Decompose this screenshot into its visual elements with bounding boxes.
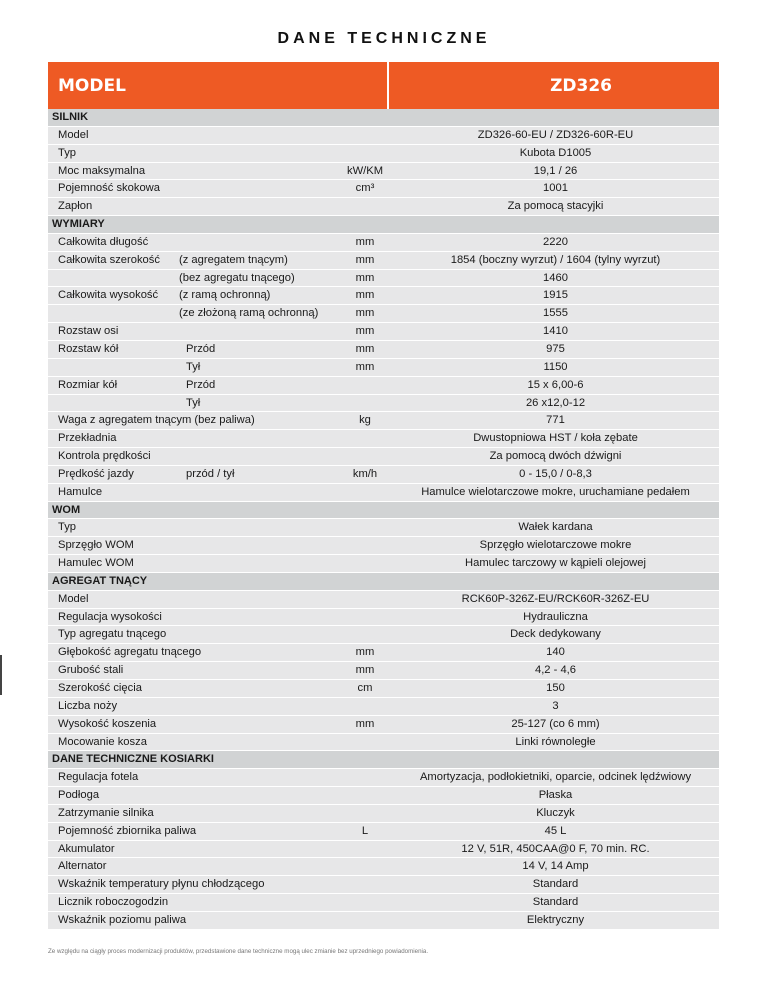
spec-value: 3 <box>552 699 559 712</box>
table-row <box>48 377 719 395</box>
spec-value: 12 V, 51R, 450CAA@0 F, 70 min. RC. <box>461 842 650 855</box>
spec-unit: kg <box>359 414 371 427</box>
spec-unit: mm <box>355 289 375 302</box>
table-row <box>48 609 719 627</box>
table-row <box>48 341 719 359</box>
spec-label: Model <box>58 128 89 141</box>
table-row <box>48 466 719 484</box>
table-row <box>48 519 719 537</box>
spec-value: Za pomocą dwóch dźwigni <box>489 450 622 463</box>
table-row <box>48 716 719 734</box>
spec-label: Typ agregatu tnącego <box>58 628 167 641</box>
spec-label: Typ <box>58 521 77 534</box>
spec-value: 15 x 6,00-6 <box>527 378 584 391</box>
spec-value: 45 L <box>544 824 567 837</box>
table-row <box>48 858 719 876</box>
spec-label: Pojemność skokowa <box>58 182 160 195</box>
table-row <box>48 412 719 430</box>
spec-label: Mocowanie kosza <box>58 735 147 748</box>
spec-sublabel: (z agregatem tnącym) <box>179 253 288 266</box>
spec-value: 975 <box>546 342 565 355</box>
table-row <box>48 270 719 288</box>
spec-label: Regulacja wysokości <box>58 610 162 623</box>
table-row <box>48 805 719 823</box>
section-header: WYMIARY <box>48 216 719 234</box>
spec-label: Pojemność zbiornika paliwa <box>58 824 197 837</box>
section-header: DANE TECHNICZNE KOSIARKI <box>48 751 719 769</box>
spec-label: Hamulce <box>58 485 103 498</box>
spec-value: 1460 <box>543 271 568 284</box>
spec-label: Alternator <box>58 860 107 873</box>
spec-value: Dwustopniowa HST / koła zębate <box>473 432 638 445</box>
table-row <box>48 662 719 680</box>
spec-unit: mm <box>355 235 375 248</box>
spec-label: Licznik roboczogodzin <box>58 896 169 909</box>
table-header <box>48 62 719 109</box>
table-row <box>48 555 719 573</box>
spec-value: Sprzęgło wielotarczowe mokre <box>479 539 632 552</box>
spec-label: Waga z agregatem tnącym (bez paliwa) <box>58 414 255 427</box>
table-row <box>48 823 719 841</box>
spec-unit: cm <box>357 682 373 694</box>
table-row <box>48 626 719 644</box>
spec-label: Całkowita wysokość <box>58 289 159 302</box>
spec-value: RCK60P-326Z-EU/RCK60R-326Z-EU <box>461 592 650 605</box>
spec-value: 26 x12,0-12 <box>525 396 586 409</box>
spec-value: 1001 <box>543 182 568 195</box>
spec-sublabel: Tył <box>186 360 201 373</box>
spec-value: 0 - 15,0 / 0-8,3 <box>519 467 592 480</box>
table-row <box>48 145 719 163</box>
spec-label: Rozmiar kół <box>58 378 118 391</box>
spec-unit: mm <box>355 307 375 320</box>
spec-value: Standard <box>532 896 579 909</box>
spec-value: Hydrauliczna <box>523 610 588 623</box>
spec-label: Rozstaw osi <box>58 325 119 338</box>
spec-label: Przekładnia <box>58 432 117 445</box>
spec-value: Hamulce wielotarczowe mokre, uruchamiane pedałem <box>421 485 690 498</box>
spec-sublabel: Tył <box>186 396 201 409</box>
model-value: ZD326 <box>389 62 719 109</box>
footnote: Ze względu na ciągły proces modernizacji produktów, przedstawione dane techniczne mogą ulec zmianie bez uprzedniego powiadomienia. <box>48 948 429 955</box>
table-row <box>48 305 719 323</box>
spec-sublabel: Przód <box>186 342 216 355</box>
spec-label: Sprzęgło WOM <box>58 539 134 552</box>
table-row <box>48 841 719 859</box>
table-row <box>48 769 719 787</box>
table-body <box>48 109 719 930</box>
spec-sublabel: przód / tył <box>186 467 235 480</box>
table-row <box>48 894 719 912</box>
spec-value: Wałek kardana <box>518 521 593 534</box>
spec-label: Typ <box>58 146 77 159</box>
spec-unit: mm <box>355 271 375 284</box>
spec-table <box>48 62 719 930</box>
section-header: AGREGAT TNĄCY <box>48 573 719 591</box>
table-row <box>48 163 719 181</box>
table-row <box>48 787 719 805</box>
table-row <box>48 537 719 555</box>
table-row <box>48 644 719 662</box>
table-row <box>48 198 719 216</box>
spec-label: Rozstaw kół <box>58 342 119 355</box>
spec-label: Akumulator <box>58 842 115 855</box>
spec-label: Hamulec WOM <box>58 557 134 570</box>
spec-sublabel: (bez agregatu tnącego) <box>179 271 295 284</box>
spec-value: Standard <box>532 878 579 891</box>
spec-label: Zatrzymanie silnika <box>58 806 154 819</box>
spec-label: Wskaźnik temperatury płynu chłodzącego <box>58 878 265 891</box>
spec-value: Deck dedykowany <box>510 628 601 641</box>
spec-value: 1150 <box>543 360 568 373</box>
spec-unit: mm <box>355 360 375 373</box>
spec-sublabel: Przód <box>186 378 216 391</box>
table-row <box>48 698 719 716</box>
spec-unit: mm <box>355 664 375 677</box>
table-row <box>48 127 719 145</box>
spec-label: Całkowita szerokość <box>58 253 160 266</box>
spec-label: Wskaźnik poziomu paliwa <box>58 913 187 926</box>
table-row <box>48 680 719 698</box>
spec-label: Kontrola prędkości <box>58 450 151 463</box>
spec-sublabel: (z ramą ochronną) <box>179 289 271 302</box>
table-row <box>48 591 719 609</box>
spec-label: Wysokość koszenia <box>58 717 157 730</box>
spec-label: Szerokość cięcia <box>58 682 142 694</box>
spec-unit: L <box>361 824 369 837</box>
table-row <box>48 395 719 413</box>
spec-value: 1915 <box>543 289 568 302</box>
table-row <box>48 359 719 377</box>
table-row <box>48 180 719 198</box>
spec-value: 14 V, 14 Amp <box>522 860 589 873</box>
spec-label: Podłoga <box>58 789 100 802</box>
spec-value: Kluczyk <box>536 806 575 819</box>
spec-label: Grubość stali <box>58 664 124 677</box>
spec-label: Liczba noży <box>58 699 118 712</box>
table-row <box>48 234 719 252</box>
spec-unit: mm <box>355 325 375 338</box>
spec-unit: mm <box>355 342 375 355</box>
spec-value: 2220 <box>543 235 568 248</box>
table-row <box>48 484 719 502</box>
spec-value: Elektryczny <box>526 913 585 926</box>
spec-label: Prędkość jazdy <box>58 467 134 480</box>
spec-unit: mm <box>355 646 375 659</box>
table-row <box>48 448 719 466</box>
table-row <box>48 876 719 894</box>
model-label: MODEL <box>48 62 387 109</box>
spec-unit: kW/KM <box>346 164 384 177</box>
spec-label: Zapłon <box>58 200 93 213</box>
table-row <box>48 252 719 270</box>
table-row <box>48 287 719 305</box>
spec-sublabel: (ze złożoną ramą ochronną) <box>179 307 319 320</box>
section-header: SILNIK <box>48 109 719 127</box>
spec-value: 25-127 (co 6 mm) <box>511 717 600 730</box>
table-row <box>48 912 719 930</box>
spec-value: Amortyzacja, podłokietniki, oparcie, odcinek lędźwiowy <box>419 771 692 784</box>
spec-unit: cm³ <box>355 182 375 195</box>
table-row <box>48 430 719 448</box>
spec-label: Całkowita długość <box>58 235 149 248</box>
spec-unit: mm <box>355 717 375 730</box>
table-row <box>48 734 719 752</box>
spec-value: Za pomocą stacyjki <box>507 200 604 213</box>
spec-value: 1854 (boczny wyrzut) / 1604 (tylny wyrzut) <box>450 253 661 266</box>
spec-value: Płaska <box>538 789 573 802</box>
spec-value: Linki równoległe <box>515 735 596 748</box>
spec-value: 150 <box>546 682 565 694</box>
section-header: WOM <box>48 502 719 520</box>
table-row <box>48 323 719 341</box>
spec-value: Hamulec tarczowy w kąpieli olejowej <box>465 557 646 570</box>
spec-label: Moc maksymalna <box>58 164 146 177</box>
spec-value: 1410 <box>543 325 568 338</box>
spec-unit: mm <box>355 253 375 266</box>
spec-unit: km/h <box>352 467 378 480</box>
edge-mark <box>0 655 2 695</box>
spec-label: Głębokość agregatu tnącego <box>58 646 202 659</box>
spec-value: 140 <box>546 646 565 659</box>
spec-label: Regulacja fotela <box>58 771 139 784</box>
spec-label: Model <box>58 592 89 605</box>
spec-value: Kubota D1005 <box>519 146 592 159</box>
spec-value: 4,2 - 4,6 <box>534 664 577 677</box>
page-title: DANE TECHNICZNE <box>277 30 491 47</box>
spec-value: 19,1 / 26 <box>533 164 578 177</box>
spec-value: 771 <box>546 414 565 427</box>
spec-value: ZD326-60-EU / ZD326-60R-EU <box>477 128 634 141</box>
spec-value: 1555 <box>543 307 568 320</box>
